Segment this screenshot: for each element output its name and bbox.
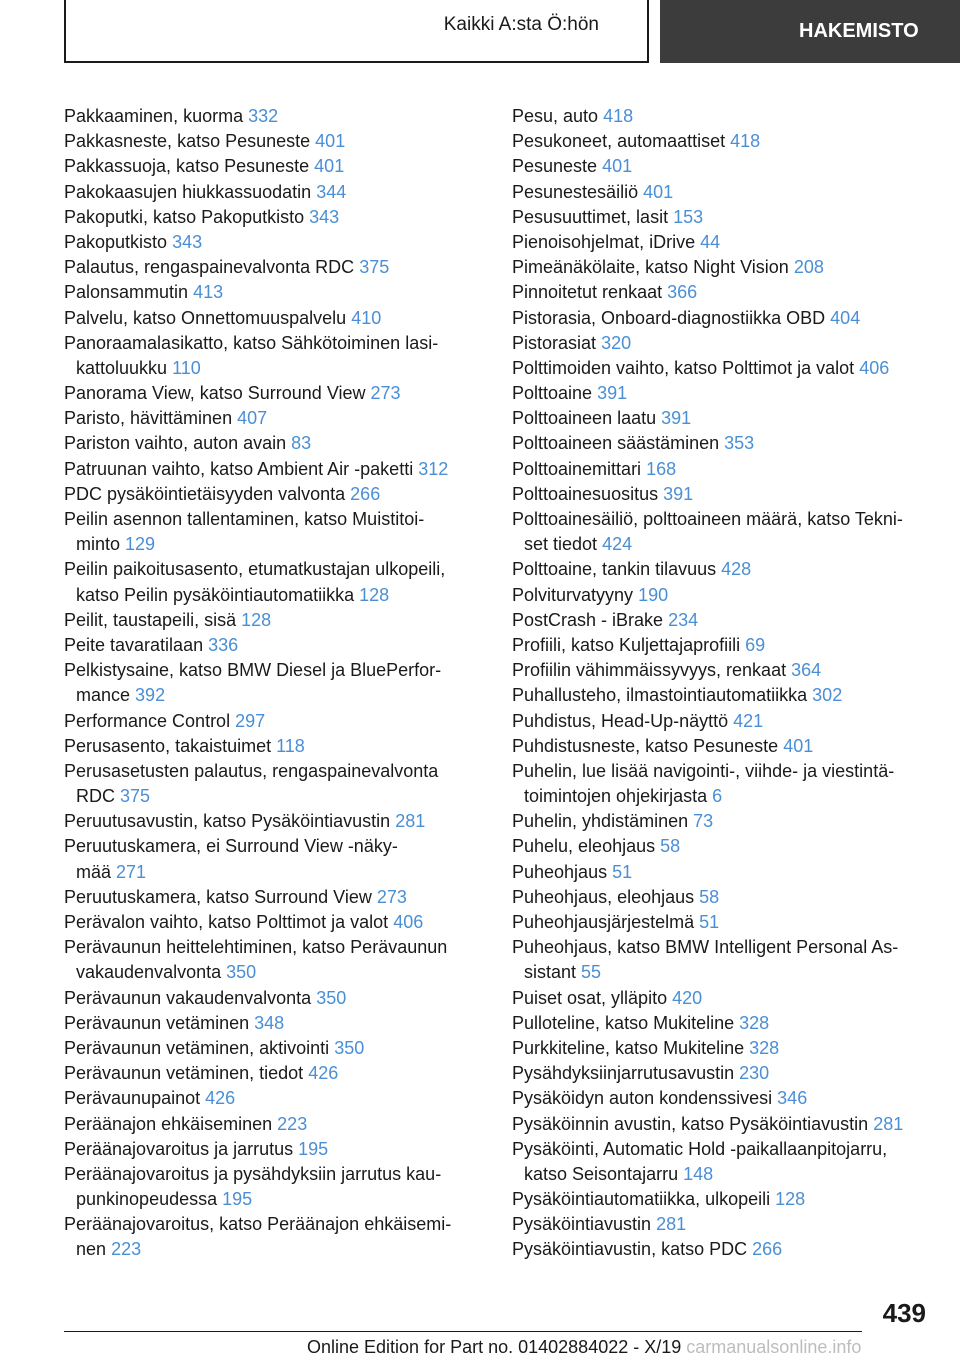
index-entry bbox=[512, 1086, 932, 1111]
page-reference-link[interactable]: 58 bbox=[660, 836, 681, 857]
page-reference-link[interactable]: 168 bbox=[646, 458, 677, 479]
page-reference-link[interactable]: 418 bbox=[603, 106, 634, 126]
index-entry bbox=[512, 683, 932, 708]
index-column-right bbox=[512, 104, 932, 1263]
index-entry bbox=[64, 1011, 484, 1036]
entry-term: Perävaunun vakaudenvalvonta bbox=[64, 987, 312, 1008]
index-entry bbox=[64, 205, 484, 230]
entry-term: Puiset osat, ylläpito bbox=[512, 987, 668, 1008]
index-entry bbox=[512, 860, 932, 885]
index-entry bbox=[512, 759, 932, 809]
index-entry bbox=[512, 1212, 932, 1237]
page-reference-link[interactable]: 392 bbox=[135, 685, 166, 706]
entry-term: Polttimoiden vaihto, katso Polttimot ja valot bbox=[512, 357, 855, 378]
index-entry bbox=[64, 1137, 484, 1162]
entry-term: Pariston vaihto, auton avain bbox=[64, 433, 287, 454]
entry-term: Pysäköinti, Automatic Hold -paikallaanpitojarru, bbox=[512, 1138, 888, 1159]
entry-term: Pistorasiat bbox=[512, 332, 597, 353]
entry-term: Peräänajon ehkäiseminen bbox=[64, 1113, 273, 1134]
page-reference-link[interactable]: 128 bbox=[775, 1189, 806, 1210]
index-entry bbox=[512, 230, 932, 255]
entry-term: Puhallusteho, ilmastointiautomatiikka bbox=[512, 685, 808, 706]
entry-term: Pakoputkisto bbox=[64, 231, 168, 252]
entry-term: Peräänajovaroitus, katso Peräänajon ehkäisemi- bbox=[64, 1214, 452, 1235]
index-entry bbox=[512, 910, 932, 935]
index-entry bbox=[64, 935, 484, 985]
entry-term: Puhelu, eleohjaus bbox=[512, 836, 656, 857]
page-reference-link[interactable]: 424 bbox=[602, 534, 633, 555]
page-reference-link[interactable]: 410 bbox=[351, 307, 382, 328]
page-reference-link[interactable]: 391 bbox=[597, 383, 628, 404]
page-reference-link[interactable]: 110 bbox=[172, 357, 201, 378]
page-reference-link[interactable]: 413 bbox=[193, 282, 224, 303]
index-entry bbox=[64, 331, 484, 381]
entry-term: Palonsammutin bbox=[64, 282, 189, 303]
entry-term: Pakokaasujen hiukkassuodatin bbox=[64, 181, 312, 202]
index-entry bbox=[512, 1011, 932, 1036]
header-tab-label: Kaikki A:sta Ö:hön bbox=[443, 14, 599, 35]
index-entry bbox=[512, 1237, 932, 1262]
page-reference-link[interactable]: 404 bbox=[830, 307, 861, 328]
page-reference-link[interactable]: 153 bbox=[673, 206, 704, 227]
index-entry bbox=[512, 986, 932, 1011]
index-entry bbox=[512, 633, 932, 658]
entry-term: Perävalon vaihto, katso Polttimot ja valot bbox=[64, 912, 389, 932]
index-entry bbox=[64, 1212, 484, 1262]
page-reference-link[interactable]: 271 bbox=[116, 861, 147, 882]
index-entry bbox=[64, 482, 484, 507]
page-reference-link[interactable]: 426 bbox=[205, 1088, 236, 1109]
entry-term: Pienoisohjelmat, iDrive bbox=[512, 231, 696, 252]
entry-term: PostCrash - iBrake bbox=[512, 609, 664, 630]
entry-term: Pesukoneet, automaattiset bbox=[512, 131, 726, 152]
page-reference-link[interactable]: 401 bbox=[783, 735, 814, 756]
index-entry bbox=[64, 885, 484, 910]
entry-term: Pysäköintiautomatiikka, ulkopeili bbox=[512, 1189, 771, 1210]
entry-term: Pistorasia, Onboard-diagnostiikka OBD bbox=[512, 307, 826, 328]
index-entry bbox=[512, 658, 932, 683]
page-reference-link[interactable]: 266 bbox=[350, 483, 381, 504]
page-reference-link[interactable]: 328 bbox=[739, 1012, 770, 1033]
entry-term: Pysäköintiavustin, katso PDC bbox=[512, 1239, 748, 1260]
entry-term: Pulloteline, katso Mukiteline bbox=[512, 1012, 735, 1033]
entry-term: Pakkasneste, katso Pesuneste bbox=[64, 131, 311, 152]
page-reference-link[interactable]: 51 bbox=[699, 912, 720, 932]
page-reference-link[interactable]: 328 bbox=[749, 1037, 780, 1058]
entry-term: Panorama View, katso Surround View bbox=[64, 383, 366, 404]
page-reference-link[interactable]: 195 bbox=[298, 1138, 329, 1159]
page-reference-link[interactable]: 6 bbox=[712, 786, 723, 807]
page-reference-link[interactable]: 208 bbox=[793, 257, 824, 278]
page-reference-link[interactable]: 350 bbox=[334, 1037, 365, 1058]
entry-term: Pimeänäkölaite, katso Night Vision bbox=[512, 257, 789, 278]
entry-term-continued: nen bbox=[76, 1239, 107, 1260]
index-entry bbox=[64, 280, 484, 305]
page-reference-link[interactable]: 55 bbox=[581, 962, 602, 983]
page-number: 439 bbox=[882, 1298, 926, 1328]
entry-term: Pakoputki, katso Pakoputkisto bbox=[64, 206, 305, 227]
index-entry bbox=[512, 885, 932, 910]
page-reference-link[interactable]: 312 bbox=[418, 458, 449, 479]
page-reference-link[interactable]: 366 bbox=[667, 282, 698, 303]
entry-term: Puheohjaus, katso BMW Intelligent Personal As- bbox=[512, 937, 899, 958]
entry-term: Puhdistusneste, katso Pesuneste bbox=[512, 735, 779, 756]
index-entry bbox=[64, 910, 484, 935]
index-entry bbox=[512, 280, 932, 305]
entry-term: Peilin paikoitusasento, etumatkustajan ulkopeili, bbox=[64, 559, 446, 580]
page-reference-link[interactable]: 348 bbox=[254, 1012, 285, 1033]
page-reference-link[interactable]: 401 bbox=[314, 156, 345, 177]
entry-term: Polttoainemittari bbox=[512, 458, 642, 479]
page-reference-link[interactable]: 230 bbox=[739, 1063, 770, 1084]
entry-term: Pysähdyksiinjarrutusavustin bbox=[512, 1063, 735, 1084]
index-entry bbox=[64, 1086, 484, 1111]
page-reference-link[interactable]: 426 bbox=[308, 1063, 339, 1084]
index-entry bbox=[64, 406, 484, 431]
entry-term: Puheohjaus bbox=[512, 861, 608, 882]
entry-term-continued: toimintojen ohjekirjasta bbox=[524, 786, 708, 807]
page-reference-link[interactable]: 375 bbox=[359, 257, 390, 278]
index-entry bbox=[64, 1112, 484, 1137]
entry-term-continued: RDC bbox=[76, 786, 115, 807]
entry-term: Polttoaine, tankin tilavuus bbox=[512, 559, 717, 580]
page-reference-link[interactable]: 148 bbox=[683, 1163, 714, 1184]
page-reference-link[interactable]: 128 bbox=[241, 609, 272, 630]
entry-term-continued: katso Seisontajarru bbox=[524, 1163, 679, 1184]
index-entry bbox=[64, 658, 484, 708]
entry-term: Perävaunupainot bbox=[64, 1088, 201, 1109]
entry-term: Polttoaineen laatu bbox=[512, 408, 657, 429]
page-reference-link[interactable]: 401 bbox=[643, 181, 674, 202]
entry-term: Pesu, auto bbox=[512, 106, 599, 126]
page-reference-link[interactable]: 401 bbox=[602, 156, 633, 177]
index-entry bbox=[512, 507, 932, 557]
page-reference-link[interactable]: 118 bbox=[276, 735, 305, 756]
index-entry bbox=[512, 431, 932, 456]
entry-term: Pinnoitetut renkaat bbox=[512, 282, 663, 303]
entry-term-continued: mance bbox=[76, 685, 131, 706]
page-reference-link[interactable]: 44 bbox=[700, 231, 721, 252]
footer-edition bbox=[307, 1337, 861, 1358]
entry-term-continued: punkinopeudessa bbox=[76, 1189, 218, 1210]
index-entry bbox=[64, 1061, 484, 1086]
page-reference-link[interactable]: 353 bbox=[724, 433, 755, 454]
entry-term-continued: mää bbox=[76, 861, 112, 882]
page-reference-link[interactable]: 332 bbox=[248, 106, 279, 126]
page-reference-link[interactable]: 421 bbox=[733, 710, 764, 731]
page-reference-link[interactable]: 69 bbox=[745, 634, 766, 655]
entry-term: Perävaunun vetäminen, tiedot bbox=[64, 1063, 304, 1084]
index-entry bbox=[512, 608, 932, 633]
page-reference-link[interactable]: 128 bbox=[359, 584, 390, 605]
entry-term: Puheohjaus, eleohjaus bbox=[512, 886, 695, 907]
page-reference-link[interactable]: 391 bbox=[663, 483, 694, 504]
index-entry bbox=[512, 1112, 932, 1137]
entry-term: Peräänajovaroitus ja jarrutus bbox=[64, 1138, 294, 1159]
page-reference-link[interactable]: 344 bbox=[316, 181, 347, 202]
entry-term: Puhelin, yhdistäminen bbox=[512, 811, 689, 832]
entry-term: Purkkiteline, katso Mukiteline bbox=[512, 1037, 745, 1058]
index-entry bbox=[512, 809, 932, 834]
index-entry bbox=[64, 154, 484, 179]
index-entry bbox=[64, 608, 484, 633]
index-column-left bbox=[64, 104, 484, 1263]
page-reference-link[interactable]: 336 bbox=[208, 634, 239, 655]
page-reference-link[interactable]: 346 bbox=[777, 1088, 808, 1109]
page-reference-link[interactable]: 73 bbox=[693, 811, 714, 832]
index-entry bbox=[512, 583, 932, 608]
index-entry bbox=[512, 331, 932, 356]
entry-term: Perävaunun vetäminen, aktivointi bbox=[64, 1037, 330, 1058]
entry-term: Puhelin, lue lisää navigointi-, viihde- ja viestintä- bbox=[512, 760, 895, 781]
entry-term: Pesunestesäiliö bbox=[512, 181, 639, 202]
page-reference-link[interactable]: 273 bbox=[370, 383, 401, 404]
page-reference-link[interactable]: 273 bbox=[376, 886, 407, 907]
entry-term: Pakkassuoja, katso Pesuneste bbox=[64, 156, 310, 177]
entry-term-continued: minto bbox=[76, 534, 121, 555]
index-entry bbox=[512, 406, 932, 431]
entry-term: Pysäköintiavustin bbox=[512, 1214, 652, 1235]
index-entry bbox=[64, 809, 484, 834]
index-entry bbox=[512, 154, 932, 179]
entry-term: Peilit, taustapeili, sisä bbox=[64, 609, 237, 630]
page-reference-link[interactable]: 320 bbox=[601, 332, 632, 353]
index-entry bbox=[64, 759, 484, 809]
page-reference-link[interactable]: 406 bbox=[859, 357, 890, 378]
index-entry bbox=[512, 557, 932, 582]
index-entry bbox=[512, 381, 932, 406]
entry-term: Profiili, katso Kuljettajaprofiili bbox=[512, 634, 741, 655]
index-entry bbox=[64, 1036, 484, 1061]
page-reference-link[interactable]: 350 bbox=[316, 987, 347, 1008]
index-entry bbox=[64, 734, 484, 759]
index-entry bbox=[512, 180, 932, 205]
index-entry bbox=[64, 431, 484, 456]
page-reference-link[interactable]: 129 bbox=[125, 534, 156, 555]
page-reference-link[interactable]: 350 bbox=[226, 962, 257, 983]
index-entry bbox=[64, 104, 484, 129]
entry-term: Peilin asennon tallentaminen, katso Muistitoi- bbox=[64, 509, 425, 529]
page-reference-link[interactable]: 83 bbox=[291, 433, 312, 454]
page-reference-link[interactable]: 190 bbox=[638, 584, 669, 605]
page-reference-link[interactable]: 297 bbox=[235, 710, 266, 731]
footer-divider bbox=[64, 1331, 862, 1332]
page-reference-link[interactable]: 428 bbox=[721, 559, 752, 580]
entry-term: Peruutuskamera, katso Surround View bbox=[64, 886, 372, 907]
page-reference-link[interactable]: 223 bbox=[277, 1113, 308, 1134]
entry-term-continued: sistant bbox=[524, 962, 577, 983]
index-entry bbox=[64, 306, 484, 331]
entry-term: Peite tavaratilaan bbox=[64, 634, 204, 655]
page-reference-link[interactable]: 375 bbox=[120, 786, 151, 807]
index-entry bbox=[64, 507, 484, 557]
index-entry bbox=[64, 633, 484, 658]
index-entry bbox=[512, 129, 932, 154]
index-entry bbox=[512, 482, 932, 507]
entry-term: Peräänajovaroitus ja pysähdyksiin jarrutus kau- bbox=[64, 1163, 442, 1184]
page-reference-link[interactable]: 391 bbox=[661, 408, 692, 429]
page-reference-link[interactable]: 407 bbox=[237, 408, 268, 429]
entry-term: Peruutuskamera, ei Surround View -näky- bbox=[64, 836, 398, 857]
entry-term: Palvelu, katso Onnettomuuspalvelu bbox=[64, 307, 347, 328]
entry-term: Perävaunun vetäminen bbox=[64, 1012, 250, 1033]
page-reference-link[interactable]: 364 bbox=[791, 660, 822, 681]
entry-term: Perävaunun heittelehtiminen, katso Perävaunun bbox=[64, 937, 448, 958]
entry-term: Pakkaaminen, kuorma bbox=[64, 106, 244, 126]
entry-term: Polviturvatyyny bbox=[512, 584, 634, 605]
entry-term: Polttoainesäiliö, polttoaineen määrä, katso Tekni- bbox=[512, 509, 903, 529]
index-entry bbox=[512, 709, 932, 734]
page-reference-link[interactable]: 281 bbox=[395, 811, 426, 832]
entry-term: Puhdistus, Head-Up-näyttö bbox=[512, 710, 729, 731]
index-entry bbox=[512, 834, 932, 859]
entry-term: Polttoainesuositus bbox=[512, 483, 659, 504]
index-entry bbox=[64, 1162, 484, 1212]
section-title: HAKEMISTO bbox=[660, 0, 960, 63]
index-entry bbox=[512, 104, 932, 129]
page-reference-link[interactable]: 406 bbox=[393, 912, 424, 932]
entry-term-continued: kattoluukku bbox=[76, 357, 168, 378]
index-entry bbox=[64, 709, 484, 734]
page-reference-link[interactable]: 343 bbox=[172, 231, 203, 252]
index-entry bbox=[512, 205, 932, 230]
page-reference-link[interactable]: 223 bbox=[111, 1239, 142, 1260]
page-reference-link[interactable]: 302 bbox=[812, 685, 843, 706]
page-reference-link[interactable]: 195 bbox=[222, 1189, 253, 1210]
page-reference-link[interactable]: 51 bbox=[612, 861, 633, 882]
entry-term: Perusasetusten palautus, rengaspainevalvonta bbox=[64, 760, 439, 781]
page-reference-link[interactable]: 281 bbox=[873, 1113, 904, 1134]
index-entry bbox=[64, 381, 484, 406]
index-entry bbox=[512, 457, 932, 482]
page-reference-link[interactable]: 420 bbox=[672, 987, 703, 1008]
entry-term: Paristo, hävittäminen bbox=[64, 408, 233, 429]
entry-term: Polttoaineen säästäminen bbox=[512, 433, 720, 454]
index-entry bbox=[64, 230, 484, 255]
index-entry bbox=[512, 734, 932, 759]
watermark-text: carmanualsonline.info bbox=[681, 1337, 862, 1357]
entry-term: Panoraamalasikatto, katso Sähkötoiminen lasi- bbox=[64, 332, 439, 353]
page-reference-link[interactable]: 281 bbox=[656, 1214, 687, 1235]
index-entry bbox=[64, 180, 484, 205]
entry-term: Pesuneste bbox=[512, 156, 598, 177]
index-entry bbox=[512, 1137, 932, 1187]
page-reference-link[interactable]: 266 bbox=[752, 1239, 783, 1260]
index-entry bbox=[64, 457, 484, 482]
page-reference-link[interactable]: 343 bbox=[309, 206, 340, 227]
entry-term: Palautus, rengaspainevalvonta RDC bbox=[64, 257, 355, 278]
entry-term: Pesusuuttimet, lasit bbox=[512, 206, 669, 227]
entry-term: Puheohjausjärjestelmä bbox=[512, 912, 695, 932]
index-entry bbox=[512, 255, 932, 280]
index-entry bbox=[512, 1061, 932, 1086]
entry-term: Pysäköidyn auton kondenssivesi bbox=[512, 1088, 773, 1109]
index-entry bbox=[512, 356, 932, 381]
header-tab-box bbox=[64, 0, 649, 63]
index-entry bbox=[64, 986, 484, 1011]
footer-edition-text: Online Edition for Part no. 01402884022 - X/19 bbox=[307, 1337, 682, 1357]
index-entry bbox=[64, 255, 484, 280]
entry-term: Pysäköinnin avustin, katso Pysäköintiavustin bbox=[512, 1113, 869, 1134]
index-entry bbox=[64, 557, 484, 607]
index-entry bbox=[64, 834, 484, 884]
index-entry bbox=[64, 129, 484, 154]
entry-term-continued: vakaudenvalvonta bbox=[76, 962, 222, 983]
entry-term-continued: katso Peilin pysäköintiautomatiikka bbox=[76, 584, 355, 605]
entry-term: Pelkistysaine, katso BMW Diesel ja BluePerfor- bbox=[64, 660, 442, 681]
entry-term: Patruunan vaihto, katso Ambient Air -paketti bbox=[64, 458, 414, 479]
entry-term: Performance Control bbox=[64, 710, 231, 731]
page-reference-link[interactable]: 58 bbox=[699, 886, 720, 907]
entry-term: Peruutusavustin, katso Pysäköintiavustin bbox=[64, 811, 391, 832]
page-reference-link[interactable]: 234 bbox=[668, 609, 699, 630]
entry-term: PDC pysäköintietäisyyden valvonta bbox=[64, 483, 346, 504]
entry-term-continued: set tiedot bbox=[524, 534, 598, 555]
entry-term: Profiilin vähimmäissyvyys, renkaat bbox=[512, 660, 787, 681]
index-entry bbox=[512, 935, 932, 985]
index-entry bbox=[512, 1036, 932, 1061]
entry-term: Polttoaine bbox=[512, 383, 593, 404]
index-entry bbox=[512, 306, 932, 331]
page-reference-link[interactable]: 401 bbox=[315, 131, 346, 152]
entry-term: Perusasento, takaistuimet bbox=[64, 735, 272, 756]
page-reference-link[interactable]: 418 bbox=[730, 131, 761, 152]
index-entry bbox=[512, 1187, 932, 1212]
